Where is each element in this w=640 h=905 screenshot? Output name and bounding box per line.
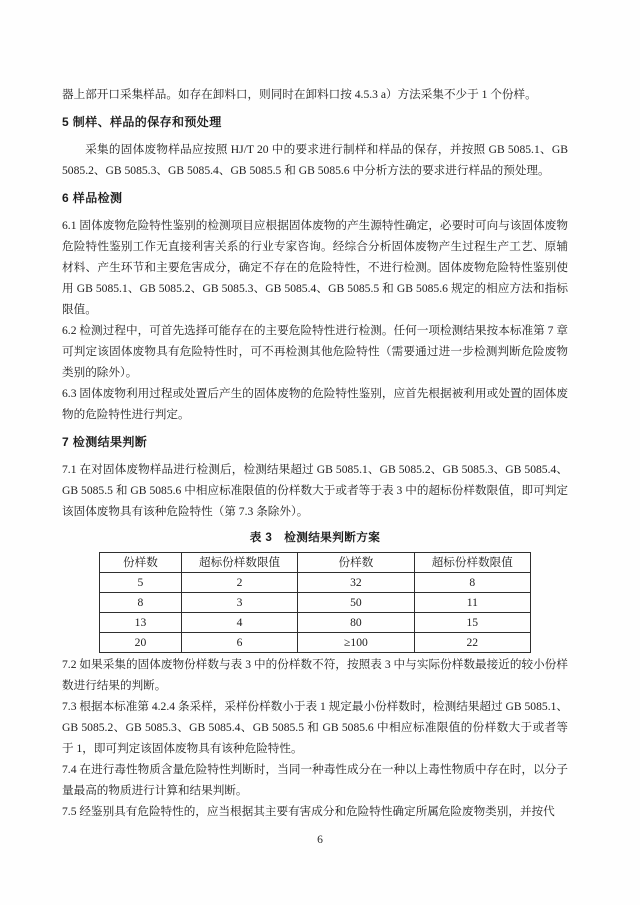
table-cell: 2 bbox=[181, 573, 297, 593]
table-cell: 4 bbox=[181, 613, 297, 633]
table-cell: 22 bbox=[414, 633, 530, 653]
table-cell: 5 bbox=[100, 573, 182, 593]
clause-7-1: 7.1 在对固体废物样品进行检测后，检测结果超过 GB 5085.1、GB 5085.2、GB 5085.3、GB 5085.4、GB 5085.5 和 GB 5085.6 中相应标准限值的份样数大于或者等于表 3 中的超标份样数限值，即可判定该固体废物具有该种危险特性（第 7.3 条除外）。 bbox=[62, 463, 568, 518]
clause-7-3: 7.3 根据本标准第 4.2.4 条采样，采样份样数小于表 1 规定最小份样数时，检测结果超过 GB 5085.1、GB 5085.2、GB 5085.3、GB 5085.4、GB 5085.5 和 GB 5085.6 中相应标准限值的份样数大于或者等于 1，即可判定该固体废物具有该种危险特性。 bbox=[62, 700, 568, 755]
table-3-caption: 表 3 检测结果判断方案 bbox=[249, 531, 381, 544]
table-cell: 80 bbox=[298, 613, 414, 633]
table-cell: 11 bbox=[414, 593, 530, 613]
table-cell: 3 bbox=[181, 593, 297, 613]
clause-6-3: 6.3 固体废物利用过程或处置后产生的固体废物的危险特性鉴别，应首先根据被利用或处置的固体废物的危险特性进行判定。 bbox=[62, 387, 568, 421]
table-header-exceed-limit-1: 超标份样数限值 bbox=[181, 553, 297, 573]
table-header-portion-count-2: 份样数 bbox=[298, 553, 414, 573]
table-header-exceed-limit-2: 超标份样数限值 bbox=[414, 553, 530, 573]
paragraph-continuation: 器上部开口采集样品。如存在卸料口，则同时在卸料口按 4.5.3 a）方法采集不少于 1 个份样。 bbox=[62, 88, 537, 101]
table-cell: 50 bbox=[298, 593, 414, 613]
table-cell: 8 bbox=[414, 573, 530, 593]
table-row bbox=[100, 633, 531, 653]
table-header-portion-count-1: 份样数 bbox=[100, 553, 182, 573]
table-row bbox=[100, 593, 531, 613]
table-row bbox=[100, 613, 531, 633]
section-5-paragraph: 采集的固体废物样品应按照 HJ/T 20 中的要求进行制样和样品的保存，并按照 GB 5085.1、GB 5085.2、GB 5085.3、GB 5085.4、GB 5085.5 和 GB 5085.6 中分析方法的要求进行样品的预处理。 bbox=[62, 143, 568, 177]
clause-6-2: 6.2 检测过程中，可首先选择可能存在的主要危险特性进行检测。任何一项检测结果按本标准第 7 章可判定该固体废物具有危险特性时，可不再检测其他危险特性（需要通过进一步检测判断危险废物类别的除外）。 bbox=[62, 324, 568, 379]
table-cell: 8 bbox=[100, 593, 182, 613]
table-header-row bbox=[100, 553, 531, 573]
clause-7-5: 7.5 经鉴别具有危险特性的，应当根据其主要有害成分和危险特性确定所属危险废物类别，并按代 bbox=[62, 805, 555, 818]
clause-6-1: 6.1 固体废物危险特性鉴别的检测项目应根据固体废物的产生源特性确定，必要时可向与该固体废物危险特性鉴别工作无直接利害关系的行业专家咨询。经综合分析固体废物产生过程生产工艺、原辅材料、产生环节和主要危害成分，确定不存在的危险特性，不进行检测。固体废物危险特性鉴别使用 GB 5085.1、GB 5085.2、GB 5085.3、GB 5085.4、GB 5085.5 和 GB 5085.6 规定的相应方法和指标限值。 bbox=[62, 219, 568, 316]
page-number: 6 bbox=[317, 833, 323, 846]
section-5-heading: 5 制样、样品的保存和预处理 bbox=[62, 115, 222, 129]
table-cell: 20 bbox=[100, 633, 182, 653]
table-3 bbox=[99, 552, 531, 653]
section-7-heading: 7 检测结果判断 bbox=[62, 435, 148, 449]
section-6-heading: 6 样品检测 bbox=[62, 191, 123, 205]
table-cell: 32 bbox=[298, 573, 414, 593]
clause-7-4: 7.4 在进行毒性物质含量危险特性判断时，当同一种毒性成分在一种以上毒性物质中存在时，以分子量最高的物质进行计算和结果判断。 bbox=[62, 763, 568, 797]
table-cell: 13 bbox=[100, 613, 182, 633]
table-cell: 6 bbox=[181, 633, 297, 653]
clause-7-2: 7.2 如果采集的固体废物份样数与表 3 中的份样数不符，按照表 3 中与实际份样数最接近的较小份样数进行结果的判断。 bbox=[62, 658, 568, 692]
table-row bbox=[100, 573, 531, 593]
table-cell: ≥100 bbox=[298, 633, 414, 653]
table-cell: 15 bbox=[414, 613, 530, 633]
